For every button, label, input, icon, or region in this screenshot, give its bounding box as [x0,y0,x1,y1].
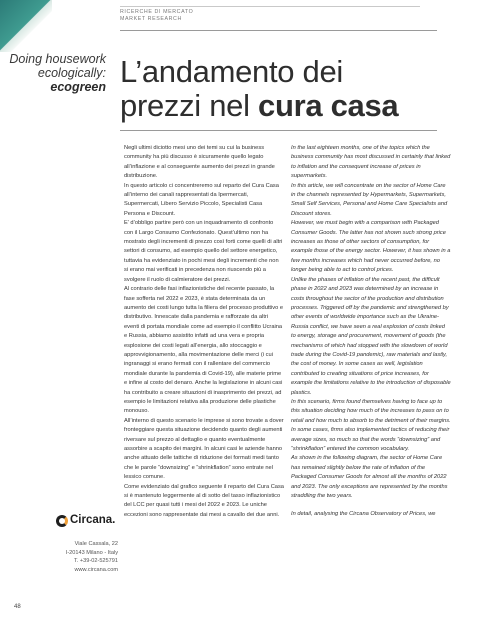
address-website: www.circana.com [74,566,118,573]
side-heading-line-1: Doing housework [9,52,106,66]
article-paragraph-it: Negli ultimi diciotto mesi uno dei temi su cui la business community ha più discusso è sicuramente quello legato all’inflazione e al conseguente aumento dei prezzi in grande distribuzione. [124,145,275,180]
article-paragraph-en: In the last eighteen months, one of the topics which the business community has most discussed in certainly that linked to inflation and the consequent increase of prices in supermarkets. [291,145,451,180]
side-heading [9,52,106,94]
page-number: 48 [14,604,21,610]
title-plain: prezzi nel [120,88,258,123]
article-paragraph-en: In this article, we will concentrate on the sector of Home Care in the channels represented by Hypermarkets, Supermarkets, Small Self Services, Personal and Home Care Specialists and Discount stores. [291,182,448,217]
article-paragraph-it: E’ d’obbligo partire però con un inquadramento di confronto con il Largo Consumo Confezionato. Quest’ultimo non ha mostrato degli incrementi di prezzo così forti come quelli di altri settori di consumo, ad esempio quello del settore energetico, tuttavia ha evidenziato in pochi mesi degli incrementi che non si erano mai verificati in precedenza non riuscendo più a svolgere il ruolo di calmieratore dei prezzi. [124,220,283,283]
article-column-italian [124,144,284,520]
address-street: Viale Cassala, 22 [74,541,118,547]
corner-fold-decoration [0,0,52,52]
article-paragraph-it: All’interno di questo scenario le imprese si sono trovate a dover fronteggiare questa situazione decidendo quanto degli aumenti riversare sul prezzo al dettaglio e quanto eventualmente assorbire a scapito dei margini. In alcuni casi le aziende hanno anche attuato delle tattiche di riduzione dei formati medi tanto che le parole “downsizing” e “shrinkflation” sono entrate nel lessico comune. [124,417,284,481]
article-paragraph-it: Come evidenziato dal grafico seguente il reparto del Cura Casa si è mantenuto leggermente al di sotto del tasso inflazionistico del LCC per quasi tutti i mesi del 2022 e 2023. Le uniche eccezioni sono rappresentate dai mesi a cavallo dei due anni. [124,483,284,518]
company-address [66,540,118,574]
article-paragraph-en: Unlike the phases of inflation of the recent past, the difficult phase in 2022 and 2023 was determined by an increase in costs throughout the sector of the production and distribution processes. Triggered off by the pandemic and strengthened by other events of worldwide importance such as the Ukraine-Russia conflict, we have seen a real explosion of costs linked to energy, storage and procurement, movement of goods (the mechanisms of which had stopped with the slowdown of world trade during the Covid-19 pandemic), raw materials and lastly, the cost of money. In some cases as well, legislation contributed to creating situations of price increases, for example the limitations relative to the introduction of disposable plastics. [291,276,451,396]
circana-logo-text: Circana. [70,514,116,526]
article-paragraph-en: In this scenario, firms found themselves having to face up to this situation deciding how much of the increases to pass on to retail and how much to absorb to the detriment of their margins. In some cases, firms also implemented tactics of reducing their average sizes, so much so that the words “downsizing” and “shrinkflation” entered the common vocabulary. [291,398,451,452]
title-line-1: L’andamento dei [120,54,344,89]
article-paragraph-en: However, we must begin with a comparison with Packaged Consumer Goods. The latter has not shown such strong price increases as those of other sectors of consumption, for example those of the energy sector. However, it has shown in a few months increases which had never occurred before, no longer being able to act to control prices. [291,220,451,274]
title-accent: cura casa [258,88,399,123]
kicker-line-it: RICERCHE DI MERCATO [120,9,194,15]
title-line-2 [120,89,450,123]
circana-logo [56,515,118,529]
article-column-english [291,144,451,520]
article-paragraph-it: In questo articolo ci concentreremo sul reparto del Cura Casa all’interno dei canali rappresentati da Ipermercati, Supermercati, Libero Servizio Piccolo, Specialisti Casa Persona e Discount. [124,182,279,217]
title-rule [120,130,437,131]
article-paragraph-en: As shown in the following diagram, the sector of Home Care has remained slightly below the rate of inflation of the Packaged Consumer Goods for almost all the months of 2022 and 2023. The only exceptions are represented by the months straddling the two years. [291,455,448,500]
header-rule [120,30,437,31]
address-city: I-20143 Milano - Italy [65,549,118,556]
address-phone: T. +39-02-525791 [73,558,118,565]
section-kicker [120,9,193,23]
kicker-line-en: MARKET RESEARCH [120,16,182,22]
circana-logo-mark-icon [56,515,68,527]
kicker-rule [120,6,420,7]
side-heading-line-3: ecogreen [50,80,106,94]
side-heading-line-2: ecologically: [37,66,106,80]
page-title [120,55,450,123]
article-paragraph-it: Al contrario delle fasi inflazionistiche del recente passato, la fase sofferta nel 2022 e 2023, è stata determinata da un aumento dei costi lungo tutta la filiera del processo produttivo e distributivo. Innescate dalla pandemia e rafforzate da altri eventi di portata mondiale come ad esempio il conflitto Ucraina e Russia, abbiamo assistito infatti ad una vera e propria esplosione dei costi legati all’energia, allo stoccaggio e approvvigionamento, alla movimentazione delle merci (i cui ingranaggi si erano fermati con il rallentare del commercio mondiale durante la pandemia di Covid-19), alle materie prime e infine al costo del denaro. Anche la legislazione in alcuni casi ha contribuito a creare situazioni di inasprimento dei prezzi, ad esempio le limitazioni relativa alla produzione delle plastiche monouso. [124,286,284,415]
article-paragraph-en: In detail, analysing the Circana Observatory of Prices, we [291,511,436,518]
